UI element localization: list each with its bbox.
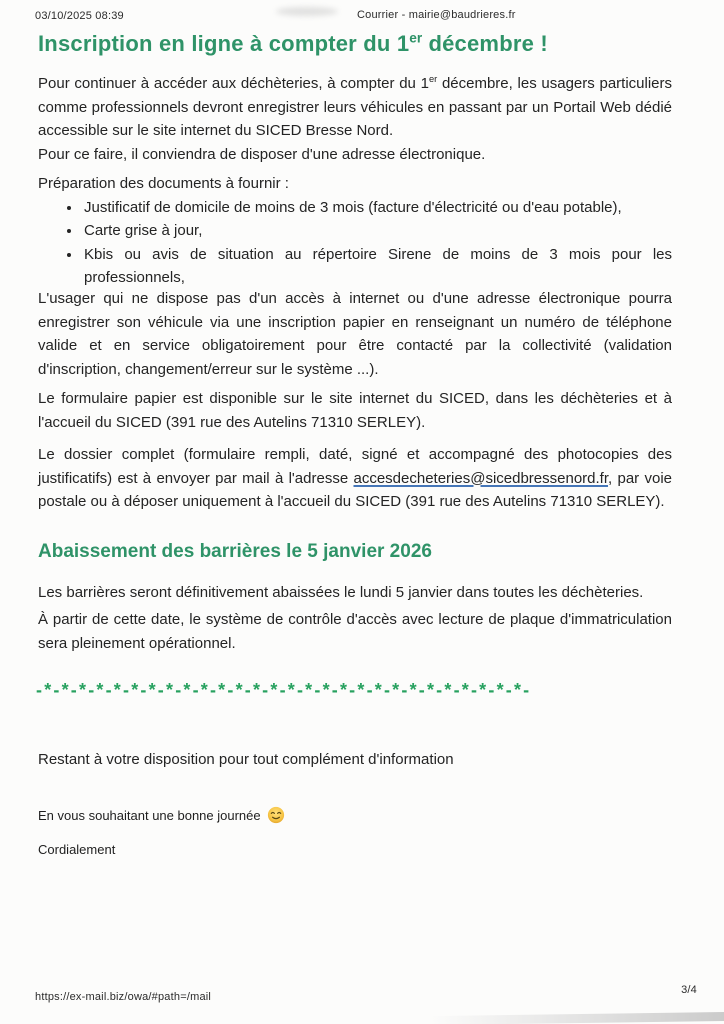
smiley-emoji bbox=[267, 806, 285, 827]
list-item: • Kbis ou avis de situation au répertoire Sirene de moins de 3 mois pour les professionnels, bbox=[82, 243, 672, 290]
print-subject: Courrier - mairie@baudrieres.fr bbox=[357, 9, 516, 21]
separator-line: -*-*-*-*-*-*-*-*-*-*-*-*-*-*-*-*-*-*-*-*-*-*-*-*-*-*-*-*- bbox=[36, 680, 532, 700]
scan-smudge bbox=[276, 7, 338, 16]
footer-page-indicator: 3/4 bbox=[681, 984, 697, 996]
documents-section bbox=[38, 172, 672, 290]
title-text: Inscription en ligne à compter du 1 bbox=[38, 31, 410, 56]
closing-wish: En vous souhaitant une bonne journée bbox=[38, 806, 285, 827]
intro-text: Pour continuer à accéder aux déchèteries, à compter du 1er décembre, les usagers particuliers comme professionnels devront enregistrer leurs véhicules en passant par un Portail Web dédié accessible sur le site internet du SICED Bresse Nord. bbox=[38, 74, 673, 139]
scan-shadow bbox=[430, 1012, 724, 1024]
documents-list bbox=[38, 196, 672, 290]
list-item: • Carte grise à jour, bbox=[82, 219, 672, 243]
intro-line2: Pour ce faire, il conviendra de disposer d'une adresse électronique. bbox=[38, 145, 486, 163]
list-item: • Justificatif de domicile de moins de 3 mois (facture d'électricité ou d'eau potable), bbox=[82, 196, 672, 220]
closing-signoff: Cordialement bbox=[38, 842, 116, 857]
closing-availability: Restant à votre disposition pour tout complément d'information bbox=[38, 751, 454, 768]
section-heading-barriers: Abaissement des barrières le 5 janvier 2026 bbox=[38, 541, 432, 562]
print-timestamp: 03/10/2025 08:39 bbox=[35, 10, 124, 22]
page-title bbox=[38, 31, 684, 57]
intro-ordinal: er bbox=[428, 74, 438, 84]
footer-url: https://ex-mail.biz/owa/#path=/mail bbox=[35, 991, 212, 1003]
form-availability-paragraph: Le formulaire papier est disponible sur le site internet du SICED, dans les déchèteries et à l'accueil du SICED (391 rue des Autelins 71310 SERLEY). bbox=[38, 390, 672, 431]
title-text-end: décembre ! bbox=[422, 31, 548, 56]
barriers-paragraph-1: Les barrières seront définitivement abaissées le lundi 5 janvier dans toutes les déchèteries. bbox=[38, 584, 644, 601]
intro-paragraph bbox=[38, 72, 672, 166]
barriers-paragraph-2: À partir de cette date, le système de contrôle d'accès avec lecture de plaque d'immatriculation sera pleinement opérationnel. bbox=[38, 611, 672, 652]
title-ordinal: er bbox=[409, 30, 423, 46]
no-internet-paragraph: L'usager qui ne dispose pas d'un accès à internet ou d'une adresse électronique pourra enregistrer son véhicule via une inscription papier en renseignant un numéro de téléphone valide et en service obligatoirement pour être contacté par la collectivité (validation d'inscription, changement/erreur sur le système ...). bbox=[38, 290, 672, 378]
documents-lead: Préparation des documents à fournir : bbox=[38, 175, 289, 192]
dossier-paragraph: Le dossier complet (formulaire rempli, daté, signé et accompagné des photocopies des justificatifs) est à envoyer par mail à l'adresse accesdecheteries@sicedbressenord.fr, par voie postale ou à déposer uniquement à l'accueil du SICED (391 rue des Autelins 71310 SERLEY). bbox=[38, 446, 673, 510]
email-link[interactable]: accesdecheteries@sicedbressenord.fr bbox=[353, 469, 609, 487]
